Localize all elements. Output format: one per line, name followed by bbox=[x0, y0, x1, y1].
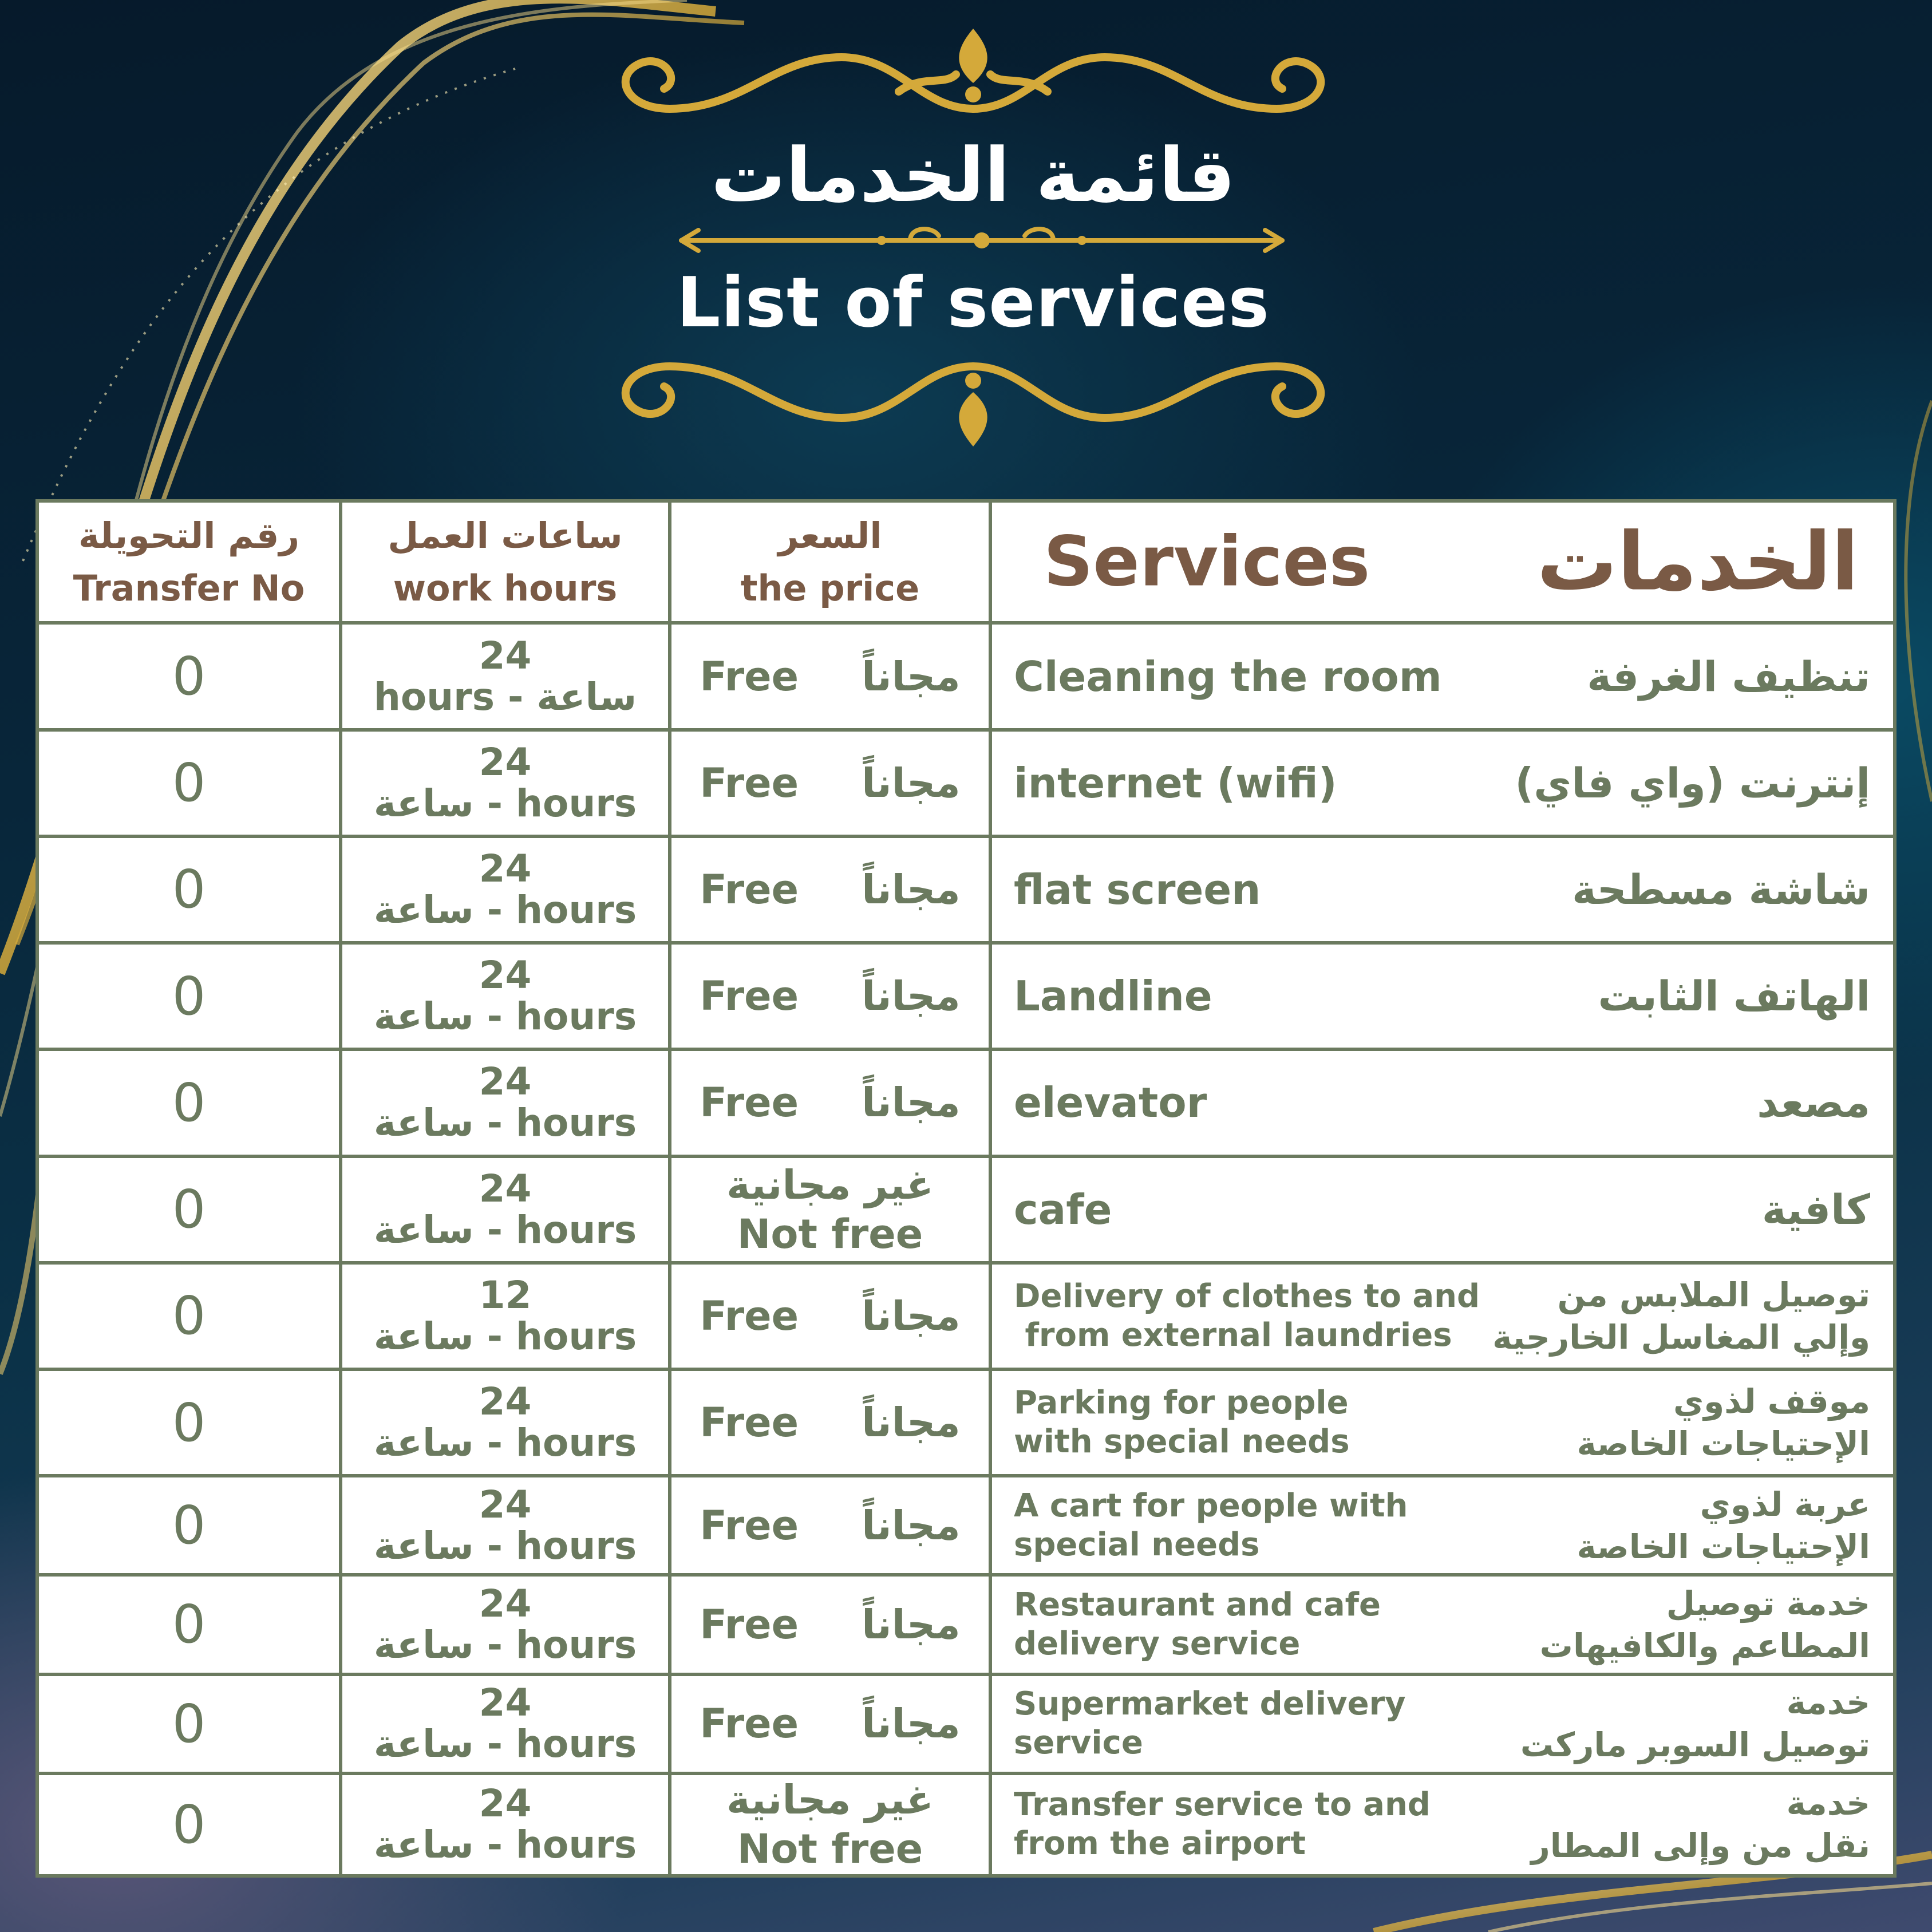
service bbox=[990, 836, 1895, 943]
service-ar: إنترنت (واي فاي) bbox=[1515, 758, 1870, 807]
transfer-number: 0 bbox=[37, 836, 341, 943]
table-row bbox=[37, 1049, 1895, 1156]
service-en-line2: from external laundries bbox=[1014, 1316, 1452, 1354]
header-transfer bbox=[37, 501, 341, 623]
table-row bbox=[37, 1369, 1895, 1476]
table-row bbox=[37, 836, 1895, 943]
price-ar: مجاناً bbox=[862, 1399, 961, 1447]
price-ar: مجاناً bbox=[862, 1601, 961, 1648]
price-en: Not free bbox=[737, 1826, 923, 1873]
header-services bbox=[990, 501, 1895, 623]
service-ar: مصعد bbox=[1757, 1078, 1870, 1127]
service-en-line2: delivery service bbox=[1014, 1625, 1301, 1662]
transfer-number: 0 bbox=[37, 623, 341, 729]
service-en: Landline bbox=[1014, 972, 1212, 1021]
work-hours bbox=[341, 943, 670, 1049]
price-ar: مجاناً bbox=[862, 653, 961, 700]
hours-unit: ساعة - hours bbox=[373, 1622, 637, 1667]
work-hours bbox=[341, 1049, 670, 1156]
service-en-line1: A cart for people with bbox=[1014, 1487, 1408, 1524]
price-en: Free bbox=[700, 866, 799, 913]
service-en: internet (wifi) bbox=[1014, 758, 1337, 807]
price-ar: غير مجانية bbox=[726, 1161, 934, 1208]
price bbox=[670, 1476, 990, 1575]
hours-unit: ساعة - hours bbox=[373, 1314, 637, 1358]
table-header-row bbox=[37, 501, 1895, 623]
service-en: elevator bbox=[1014, 1078, 1207, 1127]
service-en-line2: special needs bbox=[1014, 1526, 1260, 1563]
service-ar: شاشة مسطحة bbox=[1572, 865, 1870, 914]
price bbox=[670, 1369, 990, 1476]
transfer-number: 0 bbox=[37, 1263, 341, 1369]
service bbox=[990, 1263, 1895, 1369]
price bbox=[670, 1263, 990, 1369]
price-en: Free bbox=[700, 973, 799, 1020]
header-price-ar: السعر bbox=[778, 514, 882, 556]
table-row bbox=[37, 943, 1895, 1049]
hours-value: 24 bbox=[479, 1781, 532, 1826]
service-ar-line1: خدمة bbox=[1786, 1784, 1870, 1823]
service-en-line2: from the airport bbox=[1014, 1825, 1306, 1863]
hours-value: 24 bbox=[479, 1581, 532, 1626]
hours-unit: ساعة - hours bbox=[373, 1722, 637, 1767]
work-hours bbox=[341, 1674, 670, 1773]
table-row bbox=[37, 623, 1895, 729]
service-en: cafe bbox=[1014, 1185, 1112, 1234]
price bbox=[670, 836, 990, 943]
service-ar-line1: عربة لذوي bbox=[1700, 1484, 1870, 1524]
price bbox=[670, 1674, 990, 1773]
hours-value: 24 bbox=[479, 740, 532, 784]
price-ar: مجاناً bbox=[862, 1079, 961, 1127]
header-services-en: Services bbox=[1044, 522, 1370, 602]
header-hours bbox=[341, 501, 670, 623]
service-en-line1: Parking for people bbox=[1014, 1384, 1349, 1422]
service-en-line1: Supermarket delivery bbox=[1014, 1685, 1406, 1723]
price bbox=[670, 730, 990, 836]
hours-unit: hours - ساعة bbox=[373, 674, 637, 719]
work-hours bbox=[341, 1369, 670, 1476]
header-transfer-ar: رقم التحويلة bbox=[78, 514, 300, 556]
service-ar: تنظيف الغرفة bbox=[1587, 652, 1870, 701]
service bbox=[990, 1476, 1895, 1575]
service bbox=[990, 1674, 1895, 1773]
title-block bbox=[601, 11, 1345, 458]
transfer-number: 0 bbox=[37, 1476, 341, 1575]
service-en: flat screen bbox=[1014, 865, 1261, 914]
hours-value: 24 bbox=[479, 1482, 532, 1527]
price bbox=[670, 1156, 990, 1263]
price bbox=[670, 623, 990, 729]
hours-unit: ساعة - hours bbox=[373, 1207, 637, 1252]
work-hours bbox=[341, 836, 670, 943]
price-en: Free bbox=[700, 759, 799, 807]
service-ar-line2: الإحتياجات الخاصة bbox=[1577, 1424, 1870, 1464]
hours-value: 24 bbox=[479, 1166, 532, 1211]
bottom-ornament bbox=[601, 338, 1345, 452]
service-ar: الهاتف الثابت bbox=[1598, 972, 1870, 1021]
hours-unit: ساعة - hours bbox=[373, 887, 637, 932]
service-ar-line2: توصيل السوبر ماركت bbox=[1520, 1725, 1870, 1765]
transfer-number: 0 bbox=[37, 1049, 341, 1156]
table-row bbox=[37, 1476, 1895, 1575]
price-en: Free bbox=[700, 1700, 799, 1748]
work-hours bbox=[341, 1575, 670, 1674]
service bbox=[990, 1575, 1895, 1674]
hours-value: 12 bbox=[479, 1273, 532, 1317]
price-en: Free bbox=[700, 1502, 799, 1549]
transfer-number: 0 bbox=[37, 1674, 341, 1773]
work-hours bbox=[341, 730, 670, 836]
service-en-line1: Restaurant and cafe bbox=[1014, 1586, 1381, 1623]
price-ar: مجاناً bbox=[862, 866, 961, 913]
service-en-line2: with special needs bbox=[1014, 1423, 1350, 1461]
hours-unit: ساعة - hours bbox=[373, 781, 637, 825]
price-en: Free bbox=[700, 1601, 799, 1648]
hours-unit: ساعة - hours bbox=[373, 994, 637, 1039]
service-ar-line1: توصيل الملابس من bbox=[1557, 1275, 1870, 1314]
top-ornament bbox=[601, 23, 1345, 137]
service-ar-line1: خدمة توصيل bbox=[1666, 1583, 1870, 1623]
table-row bbox=[37, 1575, 1895, 1674]
service-ar-line2: المطاعم والكافيهات bbox=[1539, 1626, 1870, 1665]
title-english: List of services bbox=[677, 263, 1270, 343]
hours-unit: ساعة - hours bbox=[373, 1101, 637, 1145]
work-hours bbox=[341, 1476, 670, 1575]
header-hours-en: work hours bbox=[393, 567, 618, 609]
service-ar-line1: موقف لذوي bbox=[1673, 1382, 1870, 1421]
price-en: Free bbox=[700, 1292, 799, 1340]
service-en-line1: Transfer service to and bbox=[1014, 1786, 1431, 1824]
transfer-number: 0 bbox=[37, 1369, 341, 1476]
title-arabic: قائمة الخدمات bbox=[710, 132, 1236, 219]
service bbox=[990, 1773, 1895, 1876]
work-hours bbox=[341, 623, 670, 729]
work-hours bbox=[341, 1773, 670, 1876]
service-ar: كافية bbox=[1761, 1185, 1870, 1234]
price-ar: غير مجانية bbox=[726, 1776, 934, 1824]
hours-unit: ساعة - hours bbox=[373, 1421, 637, 1465]
service-ar-line1: خدمة bbox=[1786, 1683, 1870, 1722]
header-transfer-en: Transfer No bbox=[73, 567, 305, 609]
service bbox=[990, 1369, 1895, 1476]
hours-value: 24 bbox=[479, 1380, 532, 1424]
price-ar: مجاناً bbox=[862, 1502, 961, 1549]
header-hours-ar: ساعات العمل bbox=[388, 514, 623, 556]
price-ar: مجاناً bbox=[862, 759, 961, 807]
hours-value: 24 bbox=[479, 846, 532, 891]
service bbox=[990, 1049, 1895, 1156]
hours-unit: ساعة - hours bbox=[373, 1823, 637, 1867]
service-en-line2: service bbox=[1014, 1724, 1143, 1762]
price bbox=[670, 1049, 990, 1156]
price bbox=[670, 1575, 990, 1674]
transfer-number: 0 bbox=[37, 730, 341, 836]
price bbox=[670, 943, 990, 1049]
header-price-en: the price bbox=[740, 567, 920, 609]
work-hours bbox=[341, 1156, 670, 1263]
price-en: Free bbox=[700, 653, 799, 700]
price-ar: مجاناً bbox=[862, 1700, 961, 1748]
table-row bbox=[37, 1674, 1895, 1773]
header-price bbox=[670, 501, 990, 623]
service bbox=[990, 730, 1895, 836]
service-ar-line2: الإحتياجات الخاصة bbox=[1577, 1527, 1870, 1566]
price-en: Free bbox=[700, 1399, 799, 1447]
hours-value: 24 bbox=[479, 1060, 532, 1104]
price-ar: مجاناً bbox=[862, 1292, 961, 1340]
table-row bbox=[37, 730, 1895, 836]
service-ar-line2: نقل من وإلى المطار bbox=[1531, 1826, 1870, 1866]
service-ar-line2: وإلي المغاسل الخارجية bbox=[1492, 1317, 1870, 1357]
hours-unit: ساعة - hours bbox=[373, 1523, 637, 1568]
transfer-number: 0 bbox=[37, 1156, 341, 1263]
title-divider bbox=[664, 223, 1299, 258]
table-row bbox=[37, 1156, 1895, 1263]
hours-value: 24 bbox=[479, 953, 532, 998]
service-en-line1: Delivery of clothes to and bbox=[1014, 1277, 1480, 1315]
service bbox=[990, 623, 1895, 729]
hours-value: 24 bbox=[479, 633, 532, 678]
price-ar: مجاناً bbox=[862, 973, 961, 1020]
service-en: Cleaning the room bbox=[1014, 652, 1442, 701]
services-table bbox=[35, 499, 1893, 1878]
service bbox=[990, 943, 1895, 1049]
transfer-number: 0 bbox=[37, 943, 341, 1049]
table-row bbox=[37, 1263, 1895, 1369]
work-hours bbox=[341, 1263, 670, 1369]
table-row bbox=[37, 1773, 1895, 1876]
service bbox=[990, 1156, 1895, 1263]
transfer-number: 0 bbox=[37, 1575, 341, 1674]
transfer-number: 0 bbox=[37, 1773, 341, 1876]
price bbox=[670, 1773, 990, 1876]
price-en: Free bbox=[700, 1079, 799, 1127]
hours-value: 24 bbox=[479, 1681, 532, 1725]
price-en: Not free bbox=[737, 1210, 923, 1258]
header-services-ar: الخدمات bbox=[1536, 515, 1859, 609]
